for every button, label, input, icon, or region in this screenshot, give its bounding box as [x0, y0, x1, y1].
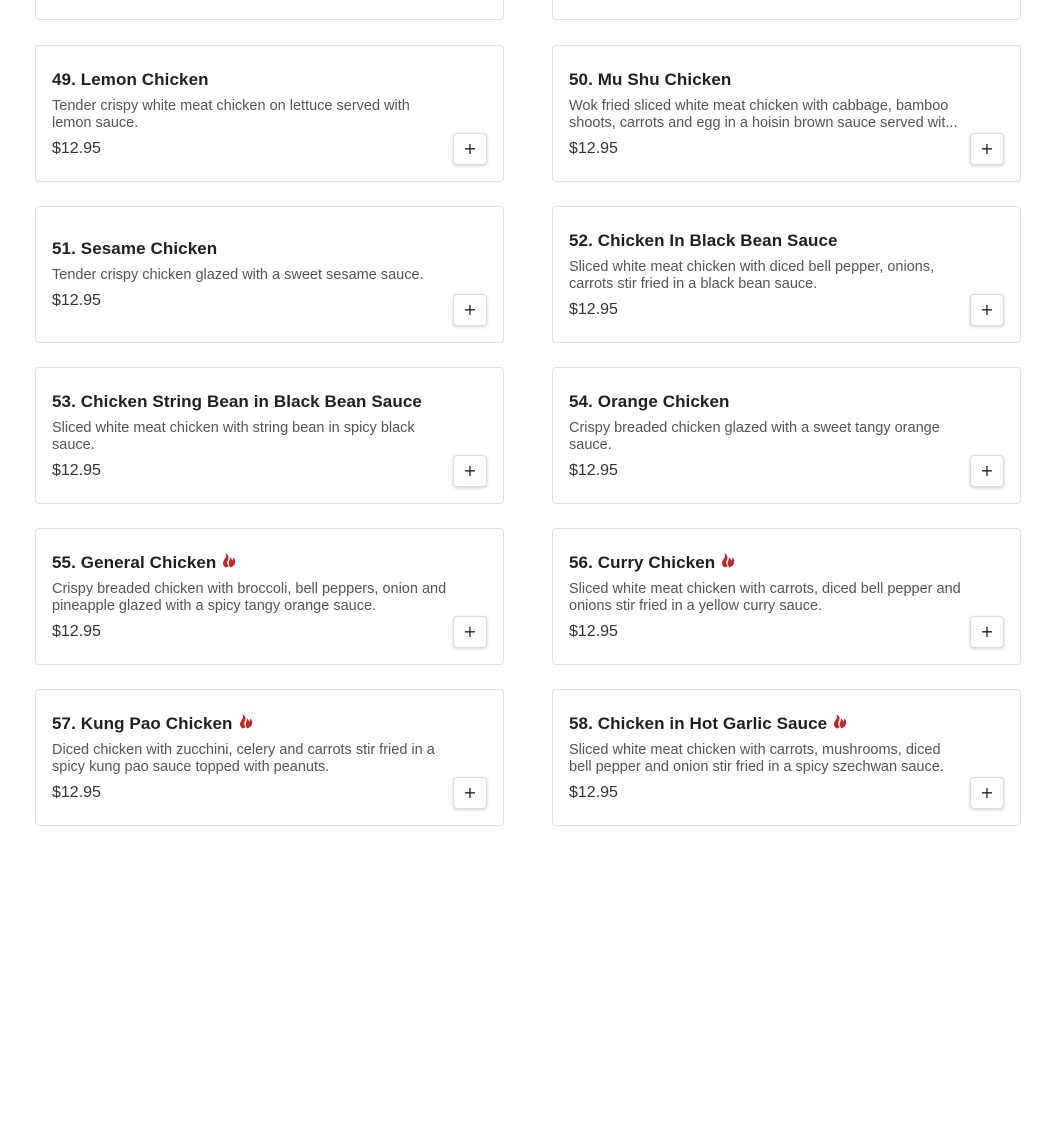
- menu-item-price: $12.95: [52, 783, 101, 801]
- menu-item-title: 50. Mu Shu Chicken: [569, 69, 732, 89]
- menu-item-card[interactable]: [35, 528, 504, 665]
- menu-item-card[interactable]: [552, 45, 1021, 182]
- menu-item-card[interactable]: [552, 689, 1021, 826]
- menu-item-title: 58. Chicken in Hot Garlic Sauce: [569, 713, 828, 733]
- menu-item-price: $12.95: [569, 622, 618, 640]
- add-to-cart-button[interactable]: [453, 777, 487, 809]
- spicy-flame-icon-shape: [240, 714, 252, 728]
- plus-icon: +: [463, 139, 477, 158]
- menu-item-price: $12.95: [569, 300, 618, 318]
- plus-icon: +: [463, 461, 477, 480]
- plus-icon: +: [980, 139, 994, 158]
- menu-item-title: 51. Sesame Chicken: [52, 239, 218, 258]
- menu-item-title: 57. Kung Pao Chicken: [52, 713, 233, 733]
- menu-item-price: $12.95: [569, 783, 618, 801]
- menu-item-title: 55. General Chicken: [52, 552, 217, 572]
- menu-item-card[interactable]: [35, 689, 504, 826]
- menu-item-description: Sliced white meat chicken with carrots, diced bell pepper and onions stir fried in a yellow curry sauce.: [569, 580, 961, 614]
- menu-item-description: Crispy breaded chicken with broccoli, bell peppers, onion and pineapple glazed with a spicy tangy orange sauce.: [52, 580, 447, 614]
- menu-item-card[interactable]: [552, 528, 1021, 665]
- menu-item-description: Tender crispy white meat chicken on lettuce served with lemon sauce.: [52, 97, 410, 131]
- add-to-cart-button[interactable]: [970, 294, 1004, 326]
- menu-item-price: $12.95: [52, 461, 101, 479]
- menu-item-description: Diced chicken with zucchini, celery and carrots stir fried in a spicy kung pao sauce topped with peanuts.: [52, 741, 435, 775]
- plus-icon: +: [980, 300, 994, 319]
- add-to-cart-button[interactable]: [453, 294, 487, 326]
- menu-item-description: Tender crispy chicken glazed with a sweet sesame sauce.: [52, 267, 424, 283]
- plus-icon: +: [463, 783, 477, 802]
- menu-item-card[interactable]: [35, 367, 504, 504]
- spicy-flame-icon-shape: [834, 714, 846, 728]
- menu-item-title: 54. Orange Chicken: [569, 391, 730, 411]
- add-to-cart-button[interactable]: [453, 455, 487, 487]
- plus-icon: +: [463, 622, 477, 641]
- menu-item-price: $12.95: [569, 139, 618, 157]
- menu-item-card[interactable]: [35, 45, 504, 182]
- menu-item-price: $12.95: [52, 139, 101, 157]
- add-to-cart-button[interactable]: [453, 133, 487, 165]
- menu-item-card[interactable]: [552, 206, 1021, 343]
- plus-icon: +: [463, 300, 477, 319]
- menu-item-description: Sliced white meat chicken with diced bell pepper, onions, carrots stir fried in a black bean sauce.: [569, 258, 935, 292]
- menu-item-card[interactable]: [552, 367, 1021, 504]
- menu-item-title: 49. Lemon Chicken: [52, 69, 209, 89]
- menu-item-description: Crispy breaded chicken glazed with a sweet tangy orange sauce.: [569, 419, 940, 453]
- plus-icon: +: [980, 622, 994, 641]
- menu-item-title: 52. Chicken In Black Bean Sauce: [569, 230, 838, 250]
- menu-item-card-partial[interactable]: [35, 0, 504, 20]
- spicy-flame-icon: [239, 714, 253, 729]
- spicy-flame-icon-shape: [223, 553, 235, 567]
- plus-icon: +: [980, 461, 994, 480]
- spicy-flame-icon: [721, 553, 735, 568]
- add-to-cart-button[interactable]: [453, 616, 487, 648]
- menu-item-price: $12.95: [52, 292, 101, 309]
- add-to-cart-button[interactable]: [970, 455, 1004, 487]
- menu-item-price: $12.95: [52, 622, 101, 640]
- spicy-flame-icon-shape: [722, 553, 734, 567]
- menu-item-title: 53. Chicken String Bean in Black Bean Sauce: [52, 391, 422, 411]
- menu-item-title: 56. Curry Chicken: [569, 552, 716, 572]
- menu-item-description: Wok fried sliced white meat chicken with cabbage, bamboo shoots, carrots and egg in a hoisin brown sauce served wit...: [569, 97, 958, 131]
- plus-icon: +: [980, 783, 994, 802]
- add-to-cart-button[interactable]: [970, 777, 1004, 809]
- menu-item-card-partial[interactable]: [552, 0, 1021, 20]
- menu-item-price: $12.95: [569, 461, 618, 479]
- menu-item-description: Sliced white meat chicken with carrots, mushrooms, diced bell pepper and onion stir fried in a spicy szechwan sauce.: [569, 741, 944, 775]
- spicy-flame-icon: [833, 714, 847, 729]
- add-to-cart-button[interactable]: [970, 616, 1004, 648]
- menu-item-card[interactable]: [35, 206, 504, 343]
- spicy-flame-icon: [222, 553, 236, 568]
- menu-item-description: Sliced white meat chicken with string bean in spicy black sauce.: [52, 419, 415, 453]
- add-to-cart-button[interactable]: [970, 133, 1004, 165]
